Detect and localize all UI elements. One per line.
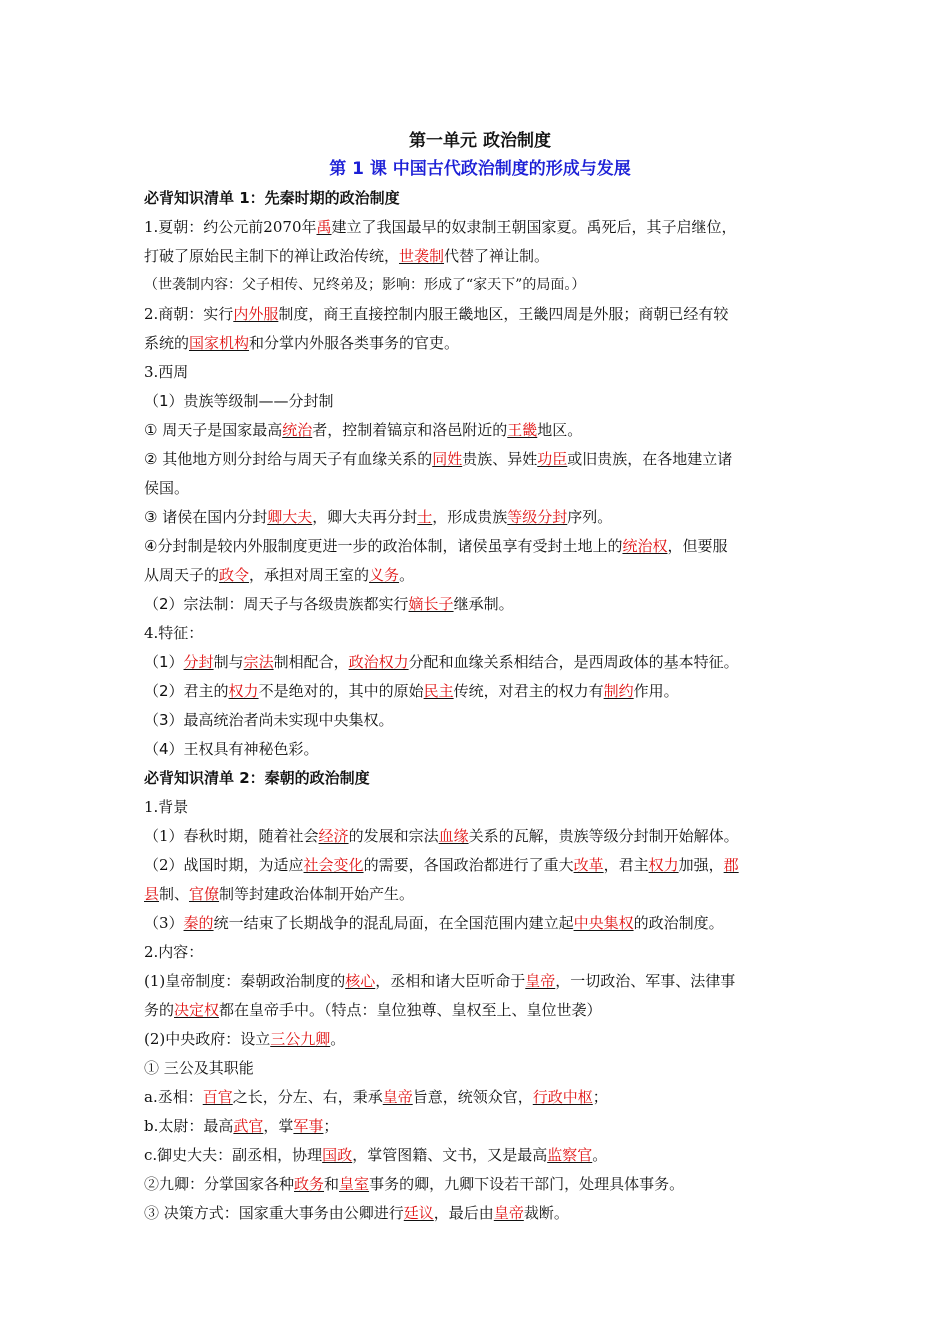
text-line (144, 1170, 816, 1199)
text-line (144, 909, 816, 938)
keyword: 核心 (345, 972, 376, 990)
text-run: 加强， (678, 856, 724, 874)
text-run: ②九卿：分掌国家各种 (144, 1175, 295, 1193)
keyword: 政令 (219, 566, 250, 584)
keyword: 统治 (282, 421, 313, 439)
section-heading (144, 764, 816, 793)
text-run: 的发展和宗法 (348, 827, 439, 845)
text-run: 系统的 (144, 334, 190, 352)
text-run: 制、 (159, 885, 190, 903)
text-run: ，丞相和诸大臣听命于 (375, 972, 526, 990)
text-run: 代替了禅让制。 (444, 247, 550, 265)
text-run: 2.商朝：实行 (144, 305, 234, 323)
text-run: 。 (592, 1146, 608, 1164)
keyword: 功臣 (537, 450, 568, 468)
keyword: 世袭制 (399, 247, 445, 265)
keyword: 统治权 (622, 537, 668, 555)
text-run: ，最后由 (433, 1204, 494, 1222)
document-body (144, 128, 816, 1228)
text-run: ； (323, 1117, 339, 1135)
text-run: 之长，分左、右，秉承 (232, 1088, 383, 1106)
keyword: 县 (144, 885, 160, 903)
text-run: 裁断。 (523, 1204, 569, 1222)
text-line (144, 938, 816, 967)
text-line (144, 880, 816, 909)
text-run: ③ 决策方式：国家重大事务由公卿进行 (144, 1204, 404, 1222)
text-run: 或旧贵族，在各地建立诸 (567, 450, 733, 468)
text-lines (144, 184, 816, 1228)
text-line (144, 822, 816, 851)
text-run: （3）最高统治者尚未实现中央集权。 (144, 711, 394, 729)
text-line (144, 851, 816, 880)
text-run: a.丞相： (144, 1088, 203, 1106)
keyword: 政治权力 (348, 653, 409, 671)
text-run: 序列。 (567, 508, 613, 526)
text-run: 必背知识清单 2：秦朝的政治制度 (144, 769, 370, 787)
keyword: 三公九卿 (270, 1030, 331, 1048)
keyword: 权力 (228, 682, 259, 700)
keyword: 宗法 (243, 653, 274, 671)
keyword: 武官 (233, 1117, 264, 1135)
text-run: 1.夏朝：约公元前2070年 (144, 218, 317, 236)
text-run: 1.背景 (144, 798, 189, 816)
text-run: ，承担对周王室的 (249, 566, 370, 584)
keyword: 制约 (603, 682, 634, 700)
text-run: ，君主 (603, 856, 649, 874)
text-run: 制等封建政治体制开始产生。 (219, 885, 415, 903)
keyword: 皇帝 (382, 1088, 413, 1106)
text-line (144, 1083, 816, 1112)
keyword: 官僚 (189, 885, 220, 903)
text-run: 分配和血缘关系相结合，是西周政体的基本特征。 (408, 653, 739, 671)
keyword: 血缘 (438, 827, 469, 845)
text-run: ① 三公及其职能 (144, 1059, 254, 1077)
text-run: （2）宗法制：周天子与各级贵族都实行 (144, 595, 409, 613)
text-run: (1)皇帝制度：秦朝政治制度的 (144, 972, 346, 990)
text-run: 3.西周 (144, 363, 189, 381)
text-line (144, 1054, 816, 1083)
text-run: 制与 (213, 653, 244, 671)
text-line (144, 474, 816, 503)
keyword: 皇室 (339, 1175, 370, 1193)
text-run: ，卿大夫再分封 (312, 508, 418, 526)
lesson-title: 第 1 课 中国古代政治制度的形成与发展 (329, 159, 631, 179)
text-run: 务的 (144, 1001, 175, 1019)
text-run: 旨意，统领众官， (412, 1088, 533, 1106)
keyword: 义务 (369, 566, 400, 584)
text-line (144, 300, 816, 329)
text-line (144, 619, 816, 648)
text-run: （2）战国时期，为适应 (144, 856, 304, 874)
text-run: 统一结束了长期战争的混乱局面，在全国范围内建立起 (213, 914, 574, 932)
keyword: 改革 (573, 856, 604, 874)
keyword: 王畿 (507, 421, 538, 439)
text-line (144, 329, 816, 358)
section-heading (144, 184, 816, 213)
keyword: 禹 (316, 218, 332, 236)
text-line (144, 416, 816, 445)
text-line (144, 213, 816, 242)
text-run: 不是绝对的，其中的原始 (258, 682, 424, 700)
text-run: 制相配合， (273, 653, 349, 671)
keyword: 军事 (293, 1117, 324, 1135)
text-run: 建立了我国最早的奴隶制王朝国家夏。禹死后，其子启继位， (331, 218, 737, 236)
text-run: 。 (330, 1030, 346, 1048)
text-line (144, 590, 816, 619)
text-run: 必背知识清单 1：先秦时期的政治制度 (144, 189, 400, 207)
text-run: 地区。 (537, 421, 583, 439)
text-run: （3） (144, 914, 184, 932)
keyword: 社会变化 (303, 856, 364, 874)
keyword: 百官 (202, 1088, 233, 1106)
text-run: 制度，商王直接控制内服王畿地区，王畿四周是外服；商朝已经有较 (278, 305, 729, 323)
text-run: 2.内容： (144, 943, 204, 961)
text-run: （1）贵族等级制——分封制 (144, 392, 334, 410)
text-run: ，掌管图籍、文书，又是最高 (352, 1146, 548, 1164)
text-run: 和 (324, 1175, 340, 1193)
text-line (144, 503, 816, 532)
text-run: c.御史大夫：副丞相，协理 (144, 1146, 323, 1164)
text-run: ，掌 (263, 1117, 294, 1135)
text-run: ④分封制是较内外服制度更进一步的政治体制，诸侯虽享有受封土地上的 (144, 537, 623, 555)
text-run: ③ 诸侯在国内分封 (144, 508, 268, 526)
text-line (144, 561, 816, 590)
text-line (144, 677, 816, 706)
text-line (144, 648, 816, 677)
keyword: 国政 (322, 1146, 353, 1164)
text-run: 都在皇帝手中。（特点：皇位独尊、皇权至上、皇位世袭） (219, 1001, 602, 1019)
text-line (144, 445, 816, 474)
keyword: 郡 (723, 856, 739, 874)
keyword: 秦的 (183, 914, 214, 932)
text-line (144, 532, 816, 561)
text-line (144, 735, 816, 764)
text-line (144, 387, 816, 416)
text-line (144, 793, 816, 822)
text-line (144, 996, 816, 1025)
text-line (144, 967, 816, 996)
text-run: ； (592, 1088, 608, 1106)
text-run: 贵族、异姓 (462, 450, 538, 468)
text-run: 侯国。 (144, 479, 190, 497)
text-run: ，但要服 (667, 537, 728, 555)
text-run: (2)中央政府：设立 (144, 1030, 271, 1048)
keyword: 分封 (183, 653, 214, 671)
text-run: 事务的卿，九卿下设若干部门，处理具体事务。 (369, 1175, 685, 1193)
keyword: 政务 (294, 1175, 325, 1193)
keyword: 经济 (318, 827, 349, 845)
text-run: （1）春秋时期，随着社会 (144, 827, 319, 845)
keyword: 决定权 (174, 1001, 220, 1019)
keyword: 民主 (423, 682, 454, 700)
text-run: 和分掌内外服各类事务的官吏。 (249, 334, 460, 352)
text-line (144, 1199, 816, 1228)
text-run: （4）王权具有神秘色彩。 (144, 740, 319, 758)
text-run: （2）君主的 (144, 682, 229, 700)
unit-title: 第一单元 政治制度 (409, 131, 551, 151)
text-run: ② 其他地方则分封给与周天子有血缘关系的 (144, 450, 433, 468)
keyword: 等级分封 (507, 508, 568, 526)
keyword: 士 (417, 508, 433, 526)
text-run: 的政治制度。 (633, 914, 724, 932)
text-line (144, 706, 816, 735)
text-line (144, 242, 816, 271)
keyword: 皇帝 (525, 972, 556, 990)
text-run: ，一切政治、军事、法律事 (555, 972, 736, 990)
keyword: 中央集权 (573, 914, 634, 932)
text-run: 。 (399, 566, 415, 584)
text-run: （1） (144, 653, 184, 671)
keyword: 行政中枢 (532, 1088, 593, 1106)
keyword: 内外服 (233, 305, 279, 323)
text-line (144, 358, 816, 387)
keyword: 权力 (648, 856, 679, 874)
text-run: 关系的瓦解，贵族等级分封制开始解体。 (468, 827, 739, 845)
text-line (144, 1112, 816, 1141)
keyword: 国家机构 (189, 334, 250, 352)
text-run: 继承制。 (453, 595, 514, 613)
text-run: 传统，对君主的权力有 (453, 682, 604, 700)
text-line (144, 1141, 816, 1170)
keyword: 卿大夫 (267, 508, 313, 526)
text-run: 的需要，各国政治都进行了重大 (363, 856, 574, 874)
text-run: ① 周天子是国家最高 (144, 421, 283, 439)
keyword: 廷议 (403, 1204, 434, 1222)
text-run: ，形成贵族 (432, 508, 508, 526)
text-line (144, 1025, 816, 1054)
text-run: （世袭制内容：父子相传、兄终弟及；影响：形成了“家天下”的局面。） (144, 277, 586, 293)
keyword: 监察官 (547, 1146, 593, 1164)
text-run: 打破了原始民主制下的禅让政治传统， (144, 247, 400, 265)
keyword: 嫡长子 (408, 595, 454, 613)
text-run: b.太尉：最高 (144, 1117, 234, 1135)
text-line (144, 271, 816, 300)
text-run: 从周天子的 (144, 566, 220, 584)
keyword: 皇帝 (493, 1204, 524, 1222)
keyword: 同姓 (432, 450, 463, 468)
text-run: 作用。 (633, 682, 679, 700)
text-run: 者，控制着镐京和洛邑附近的 (312, 421, 508, 439)
text-run: 4.特征： (144, 624, 204, 642)
